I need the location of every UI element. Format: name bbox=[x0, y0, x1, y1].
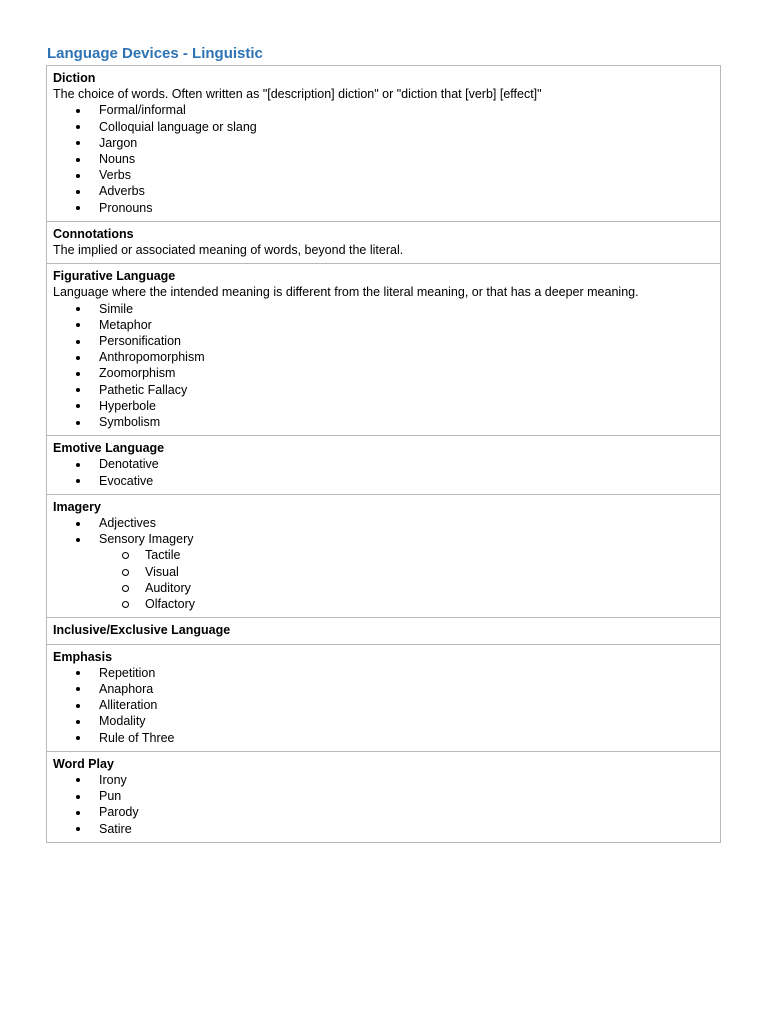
bullet-list bbox=[53, 456, 714, 488]
list-item: Nouns bbox=[53, 151, 714, 167]
section-title: Connotations bbox=[53, 226, 134, 241]
section-title: Imagery bbox=[53, 499, 101, 514]
list-item: Rule of Three bbox=[53, 730, 714, 746]
section-description: Language where the intended meaning is different from the literal meaning, or that has a deeper meaning. bbox=[53, 285, 639, 300]
list-item: Jargon bbox=[53, 135, 714, 151]
table-row bbox=[47, 494, 721, 617]
table-row bbox=[47, 751, 721, 842]
section-title: Diction bbox=[53, 71, 96, 85]
section-emotive-language bbox=[47, 436, 721, 495]
section-title: Emphasis bbox=[53, 649, 113, 664]
section-connotations bbox=[47, 221, 721, 263]
sub-list-item: Tactile bbox=[53, 547, 714, 563]
section-emphasis bbox=[47, 644, 721, 751]
section-title: Emotive Language bbox=[53, 441, 165, 456]
list-item: Symbolism bbox=[53, 414, 714, 430]
bullet-list bbox=[53, 772, 714, 837]
list-item: Metaphor bbox=[53, 317, 714, 333]
table-row bbox=[47, 436, 721, 495]
section-figurative-language bbox=[47, 264, 721, 436]
table-row bbox=[47, 66, 721, 222]
list-item: Denotative bbox=[53, 456, 714, 472]
list-item: Alliteration bbox=[53, 697, 714, 713]
section-word-play bbox=[47, 751, 721, 842]
list-item: Adverbs bbox=[53, 183, 714, 199]
table-row bbox=[47, 618, 721, 644]
devices-table bbox=[46, 65, 721, 843]
list-item: Repetition bbox=[53, 665, 714, 681]
list-item: Formal/informal bbox=[53, 102, 714, 118]
list-item: Hyperbole bbox=[53, 398, 714, 414]
bullet-list bbox=[53, 665, 714, 746]
list-item: Zoomorphism bbox=[53, 365, 714, 381]
section-title: Figurative Language bbox=[53, 269, 176, 284]
list-item: Modality bbox=[53, 713, 714, 729]
section-description: The choice of words. Often written as "[description] diction" or "diction that [verb] [effect]" bbox=[53, 87, 542, 102]
section-title: Word Play bbox=[53, 756, 114, 771]
list-item: Anaphora bbox=[53, 681, 714, 697]
section-diction bbox=[47, 66, 721, 222]
list-item: Irony bbox=[53, 772, 714, 788]
page-title: Language Devices - Linguistic bbox=[47, 45, 263, 62]
sub-bullet-list bbox=[53, 547, 714, 612]
list-item: Pun bbox=[53, 788, 714, 804]
table-row bbox=[47, 644, 721, 751]
section-description: The implied or associated meaning of words, beyond the literal. bbox=[53, 243, 404, 258]
sub-list-item: Visual bbox=[53, 564, 714, 580]
section-inclusive-exclusive-language bbox=[47, 618, 721, 644]
section-imagery bbox=[47, 494, 721, 617]
bullet-list bbox=[53, 301, 714, 431]
list-item: Colloquial language or slang bbox=[53, 119, 714, 135]
list-item: Pathetic Fallacy bbox=[53, 382, 714, 398]
list-item: Verbs bbox=[53, 167, 714, 183]
list-item: Sensory Imagery bbox=[53, 531, 714, 547]
bullet-list bbox=[53, 515, 714, 547]
list-item: Simile bbox=[53, 301, 714, 317]
list-item: Evocative bbox=[53, 473, 714, 489]
list-item: Personification bbox=[53, 333, 714, 349]
list-item: Parody bbox=[53, 804, 714, 820]
table-row bbox=[47, 221, 721, 263]
section-title: Inclusive/Exclusive Language bbox=[53, 623, 231, 638]
bullet-list bbox=[53, 102, 714, 215]
sub-list-item: Auditory bbox=[53, 580, 714, 596]
sub-list-item: Olfactory bbox=[53, 596, 714, 612]
list-item: Anthropomorphism bbox=[53, 349, 714, 365]
list-item: Pronouns bbox=[53, 200, 714, 216]
list-item: Satire bbox=[53, 821, 714, 837]
table-row bbox=[47, 264, 721, 436]
list-item: Adjectives bbox=[53, 515, 714, 531]
